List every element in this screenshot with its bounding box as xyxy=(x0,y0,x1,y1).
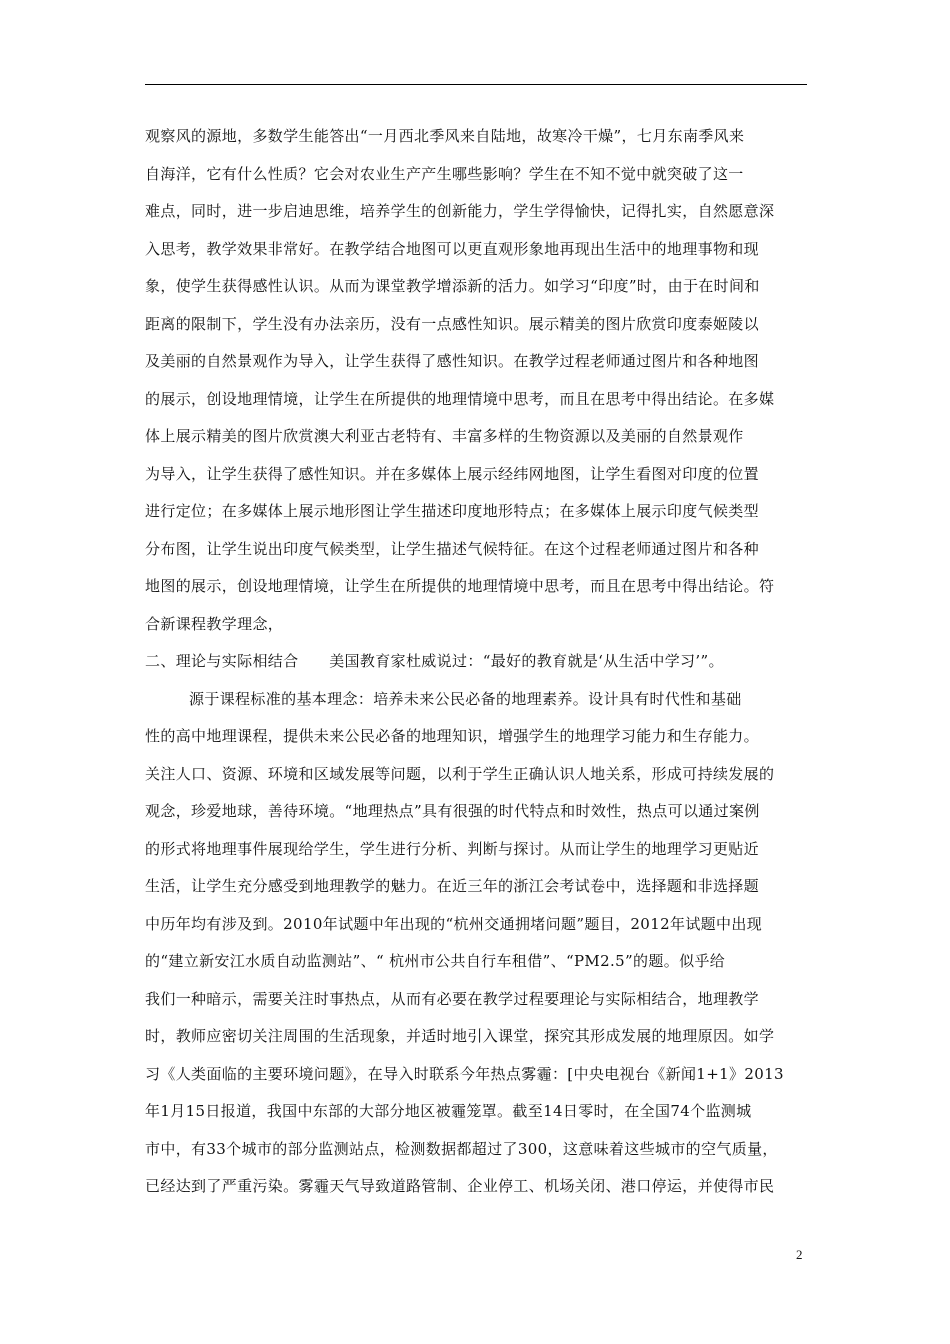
text-line: 合新课程教学理念， xyxy=(145,614,284,633)
text-line: 我们一种暗示，需要关注时事热点，从而有必要在教学过程要理论与实际相结合，地理教学 xyxy=(145,989,760,1008)
text-line: 的展示，创设地理情境，让学生在所提供的地理情境中思考，而且在思考中得出结论。在多媒 xyxy=(145,389,775,408)
text-line: 体上展示精美的图片欣赏澳大利亚古老特有、丰富多样的生物资源以及美丽的自然景观作 xyxy=(145,427,744,445)
text-line: 市中，有33个城市的部分监测站点，检测数据都超过了300，这意味着这些城市的空气质量， xyxy=(145,1139,778,1158)
text-line: 分布图，让学生说出印度气候类型，让学生描述气候特征。在这个过程老师通过图片和各种 xyxy=(145,539,760,558)
text-line: 观念，珍爱地球，善待环境。“地理热点”具有很强的时代特点和时效性，热点可以通过案例 xyxy=(145,802,760,820)
header-rule xyxy=(145,84,807,85)
text-line: 已经达到了严重污染。雾霾天气导致道路管制、企业停工、机场关闭、港口停运，并使得市民 xyxy=(145,1177,775,1195)
text-line: 象，使学生获得感性认识。从而为课堂教学增添新的活力。如学习“印度”时，由于在时间和 xyxy=(145,277,760,295)
text-line: 性的高中地理课程，提供未来公民必备的地理知识，增强学生的地理学习能力和生存能力。 xyxy=(145,727,760,745)
text-line: 为导入，让学生获得了感性知识。并在多媒体上展示经纬网地图，让学生看图对印度的位置 xyxy=(145,464,760,483)
text-line: 入思考，教学效果非常好。在教学结合地图可以更直观形象地再现出生活中的地理事物和现 xyxy=(145,239,760,258)
text-line: 源于课程标准的基本理念：培养未来公民必备的地理素养。设计具有时代性和基础 xyxy=(189,689,742,708)
text-line: 中历年均有涉及到。2010年试题中年出现的“杭州交通拥堵问题”题目，2012年试题中出现 xyxy=(145,914,763,933)
text-line: 生活，让学生充分感受到地理教学的魅力。在近三年的浙江会考试卷中，选择题和非选择题 xyxy=(145,877,760,895)
text-line: 习《人类面临的主要环境问题》，在导入时联系今年热点雾霾：[中央电视台《新闻1+1》2013 xyxy=(145,1064,784,1083)
text-line: 的“建立新安江水质自动监测站”、“ 杭州市公共自行车租借”、“PM2.5”的题。似乎给 xyxy=(145,952,726,970)
text-line: 进行定位；在多媒体上展示地形图让学生描述印度地形特点；在多媒体上展示印度气候类型 xyxy=(145,502,760,520)
text-line: 及美丽的自然景观作为导入，让学生获得了感性知识。在教学过程老师通过图片和各种地图 xyxy=(145,352,760,370)
document-body xyxy=(145,118,825,1206)
page-number: 2 xyxy=(796,1247,803,1262)
text-line: 难点，同时，进一步启迪思维，培养学生的创新能力，学生学得愉快，记得扎实，自然愿意深 xyxy=(145,202,775,220)
text-line: 时，教师应密切关注周围的生活现象，并适时地引入课堂，探究其形成发展的地理原因。如学 xyxy=(145,1027,775,1045)
text-line: 的形式将地理事件展现给学生，学生进行分析、判断与探讨。从而让学生的地理学习更贴近 xyxy=(145,839,760,858)
text-line: 自海洋，它有什么性质？它会对农业生产产生哪些影响？学生在不知不觉中就突破了这一 xyxy=(145,164,744,183)
text-line: 关注人口、资源、环境和区域发展等问题，以利于学生正确认识人地关系，形成可持续发展的 xyxy=(145,764,775,783)
text-line: 地图的展示，创设地理情境，让学生在所提供的地理情境中思考，而且在思考中得出结论。符 xyxy=(145,577,775,595)
text-line: 观察风的源地，多数学生能答出“一月西北季风来自陆地，故寒冷干燥”，七月东南季风来 xyxy=(145,127,745,145)
text-line: 距离的限制下，学生没有办法亲历，没有一点感性知识。展示精美的图片欣赏印度泰姬陵以 xyxy=(145,314,760,333)
section-heading: 二、理论与实际相结合 美国教育家杜威说过：“最好的教育就是‘从生活中学习’”。 xyxy=(145,652,724,670)
text-line: 年1月15日报道，我国中东部的大部分地区被霾笼罩。截至14日零时，在全国74个监测城 xyxy=(145,1102,752,1120)
